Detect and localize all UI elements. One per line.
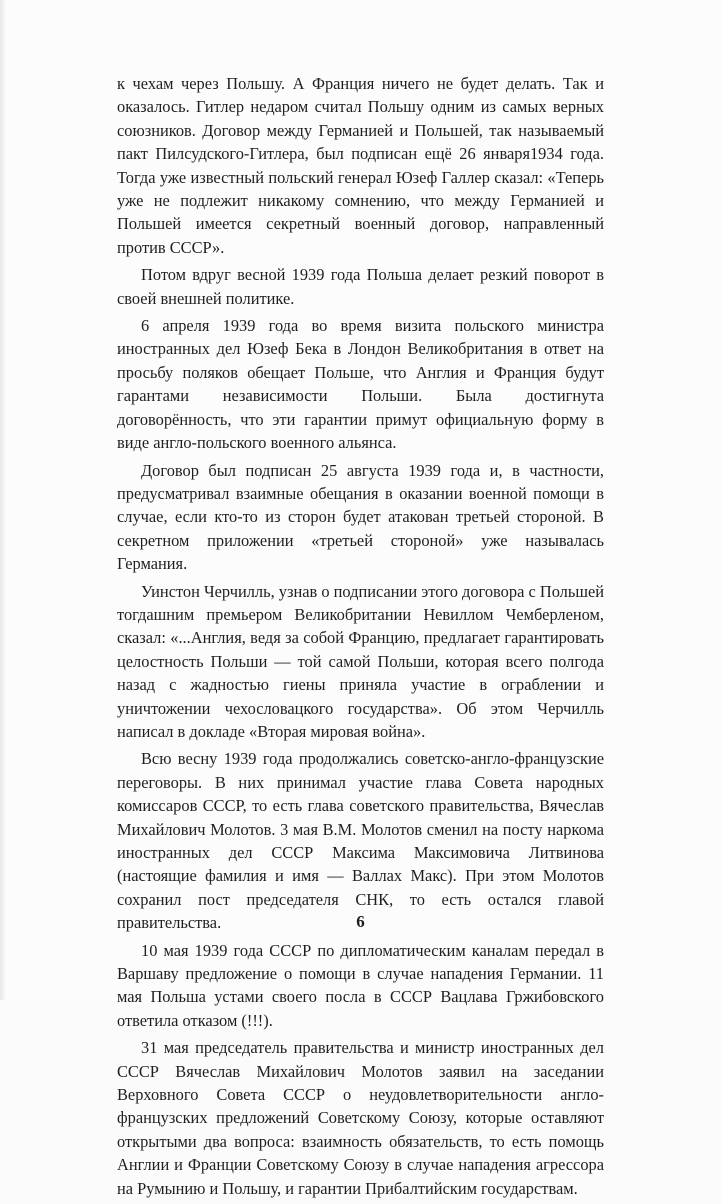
paragraph-3: 6 апреля 1939 года во время визита польского министра иностранных дел Юзеф Бека в Лондон Великобритания в ответ на просьбу поляков обещает Польше, что Англия и Франция будут гарантами независимости Польши. Была достигнута договорённость, что эти гарантии примут официальную форму в виде англо-польского военного альянса. xyxy=(117,316,604,453)
paragraph-1: к чехам через Польшу. А Франция ничего не будет делать. Так и оказалось. Гитлер недаром считал Польшу одним из самых верных союзников. Договор между Германией и Польшей, так называемый пакт Пилсудского-Гитлера, был подписан ещё 26 января1934 года. Тогда уже известный польский генерал Юзеф Галлер сказал: «Теперь уже не подлежит никакому сомнению, что между Германией и Польшей имеется секретный военный договор, направленный против СССР». xyxy=(117,74,604,257)
paragraph-4: Договор был подписан 25 августа 1939 года и, в частности, предусматривал взаимные обещания в оказании военной помощи в случае, если кто-то из сторон будет атакован третьей стороной. В секретном приложении «третьей стороной» уже называлась Германия. xyxy=(117,460,604,574)
paragraph-5: Уинстон Черчилль, узнав о подписании этого договора с Польшей тогдашним премьером Великобритании Невиллом Чемберленом, сказал: «...Англия, ведя за собой Францию, предлагает гарантировать целостность Польши — той самой Польши, которая всего полгода назад с жадностью гиены приняла участие в ограблении и уничтожении чехословацкого государства». Об этом Черчилль написал в докладе «Вторая мировая война». xyxy=(117,581,604,741)
paragraph-8: 31 мая председатель правительства и министр иностранных дел СССР Вячеслав Михайлович Молотов заявил на заседании Верховного Совета СССР о неудовлетворительности англо-французских предложений Советскому Союзу, которые оставляют открытыми два вопроса: взаимность обязательств, то есть помощь Англии и Франции Советскому Союзу в случае нападения агрессора на Румынию и Польшу, и гарантии Прибалтийским государствам. xyxy=(117,1038,604,1198)
paragraph-7: 10 мая 1939 года СССР по дипломатическим каналам передал в Варшаву предложение о помощи в случае нападения Германии. 11 мая Польша устами своего посла в СССР Вацлава Гржибовского ответила отказом (!!!). xyxy=(117,940,604,1030)
paragraph-2: Потом вдруг весной 1939 года Польша делает резкий поворот в своей внешней политике. xyxy=(117,265,604,308)
paragraph-6: Всю весну 1939 года продолжались советско-англо-французские переговоры. В них принимал участие глава Совета народных комиссаров СССР, то есть глава советского правительства, Вячеслав Михайлович Молотов. 3 мая В.М. Молотов сменил на посту наркома иностранных дел СССР Максима Максимовича Литвинова (настоящие фамилия и имя — Валлах Макс). При этом Молотов сохранил пост председателя СНК, то есть остался главой правительства. xyxy=(117,749,604,933)
body-text xyxy=(117,72,604,1204)
page-number: 6 xyxy=(356,912,365,931)
page-edge-shadow xyxy=(0,0,6,1000)
